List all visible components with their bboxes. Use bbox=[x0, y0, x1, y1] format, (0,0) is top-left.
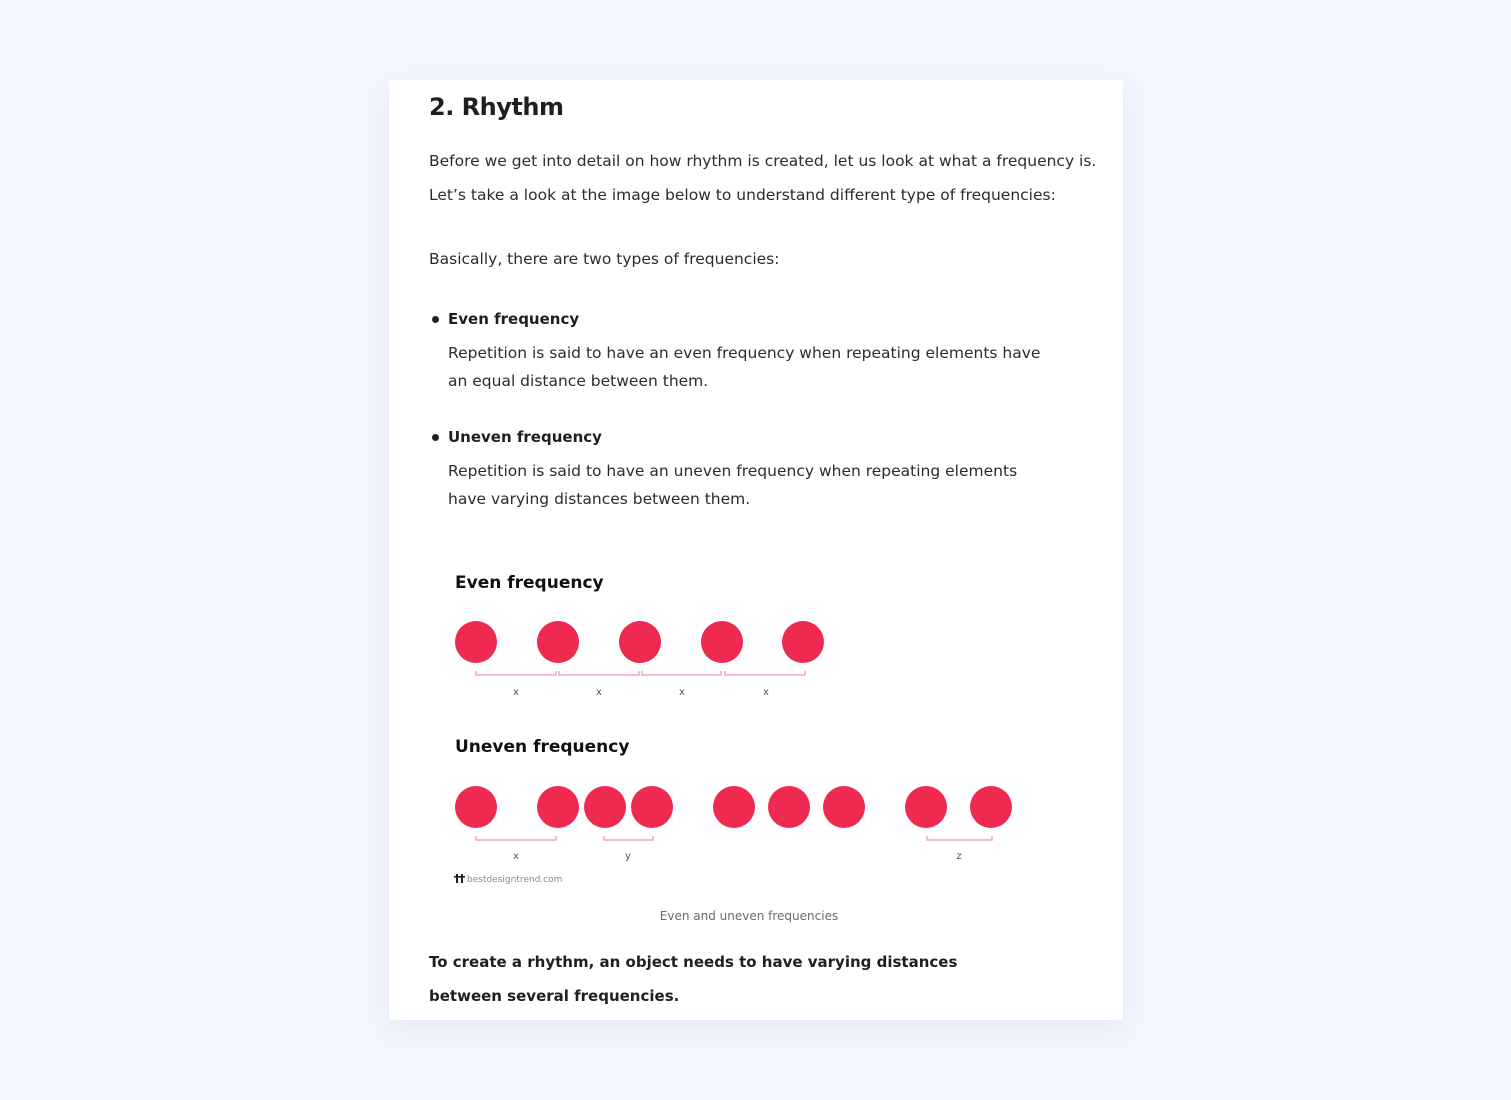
uneven-circle bbox=[537, 786, 579, 828]
uneven-circle bbox=[584, 786, 626, 828]
figure-caption: Even and uneven frequencies bbox=[659, 909, 839, 923]
even-bracket bbox=[725, 671, 805, 675]
conclusion-paragraph: To create a rhythm, an object needs to have varying distances between several frequencies. bbox=[429, 953, 958, 1005]
intro-paragraph-2: Let’s take a look at the image below to understand different type of frequencies: bbox=[429, 186, 1056, 204]
article-card bbox=[389, 80, 1123, 1020]
bullet-title: Even frequency bbox=[448, 310, 580, 328]
uneven-circle bbox=[905, 786, 947, 828]
uneven-circle bbox=[768, 786, 810, 828]
even-label: x bbox=[763, 687, 769, 698]
even-circle bbox=[455, 621, 497, 663]
even-circle bbox=[537, 621, 579, 663]
uneven-frequency-title: Uneven frequency bbox=[455, 737, 630, 757]
uneven-label: y bbox=[625, 851, 631, 862]
uneven-bracket bbox=[604, 836, 653, 840]
bullet-description: Repetition is said to have an even frequency when repeating elements have an equal distance between them. bbox=[448, 344, 1041, 390]
even-label: x bbox=[679, 687, 685, 698]
even-circles bbox=[455, 621, 824, 663]
even-labels bbox=[513, 687, 769, 698]
bullet-description: Repetition is said to have an uneven frequency when repeating elements have varying distances between them. bbox=[448, 462, 1018, 508]
intro-paragraph-1: Before we get into detail on how rhythm is created, let us look at what a frequency is. bbox=[429, 152, 1097, 170]
even-bracket bbox=[476, 671, 556, 675]
uneven-label: z bbox=[956, 851, 962, 862]
even-label: x bbox=[513, 687, 519, 698]
even-bracket bbox=[559, 671, 639, 675]
uneven-bracket bbox=[927, 836, 992, 840]
bullet-dot bbox=[432, 316, 439, 323]
watermark bbox=[454, 874, 562, 885]
uneven-circle bbox=[823, 786, 865, 828]
uneven-labels bbox=[513, 851, 962, 862]
uneven-label: x bbox=[513, 851, 519, 862]
watermark-text: bestdesigntrend.com bbox=[467, 875, 563, 885]
frequency-illustration bbox=[429, 550, 1069, 900]
uneven-bracket bbox=[476, 836, 556, 840]
brand-logo-icon bbox=[454, 874, 465, 883]
even-bracket bbox=[642, 671, 721, 675]
intro-paragraph-3: Basically, there are two types of frequencies: bbox=[429, 250, 780, 268]
even-frequency-title: Even frequency bbox=[455, 573, 604, 593]
even-circle bbox=[619, 621, 661, 663]
section-heading: 2. Rhythm bbox=[429, 93, 564, 121]
bullet-dot bbox=[432, 434, 439, 441]
uneven-brackets bbox=[476, 836, 992, 840]
even-circle bbox=[782, 621, 824, 663]
even-circle bbox=[701, 621, 743, 663]
bullet-title: Uneven frequency bbox=[448, 428, 602, 446]
uneven-circle bbox=[970, 786, 1012, 828]
frequency-diagram bbox=[429, 550, 1069, 900]
uneven-circles bbox=[455, 786, 1012, 828]
even-brackets bbox=[476, 671, 805, 675]
uneven-circle bbox=[713, 786, 755, 828]
uneven-circle bbox=[631, 786, 673, 828]
even-label: x bbox=[596, 687, 602, 698]
uneven-circle bbox=[455, 786, 497, 828]
